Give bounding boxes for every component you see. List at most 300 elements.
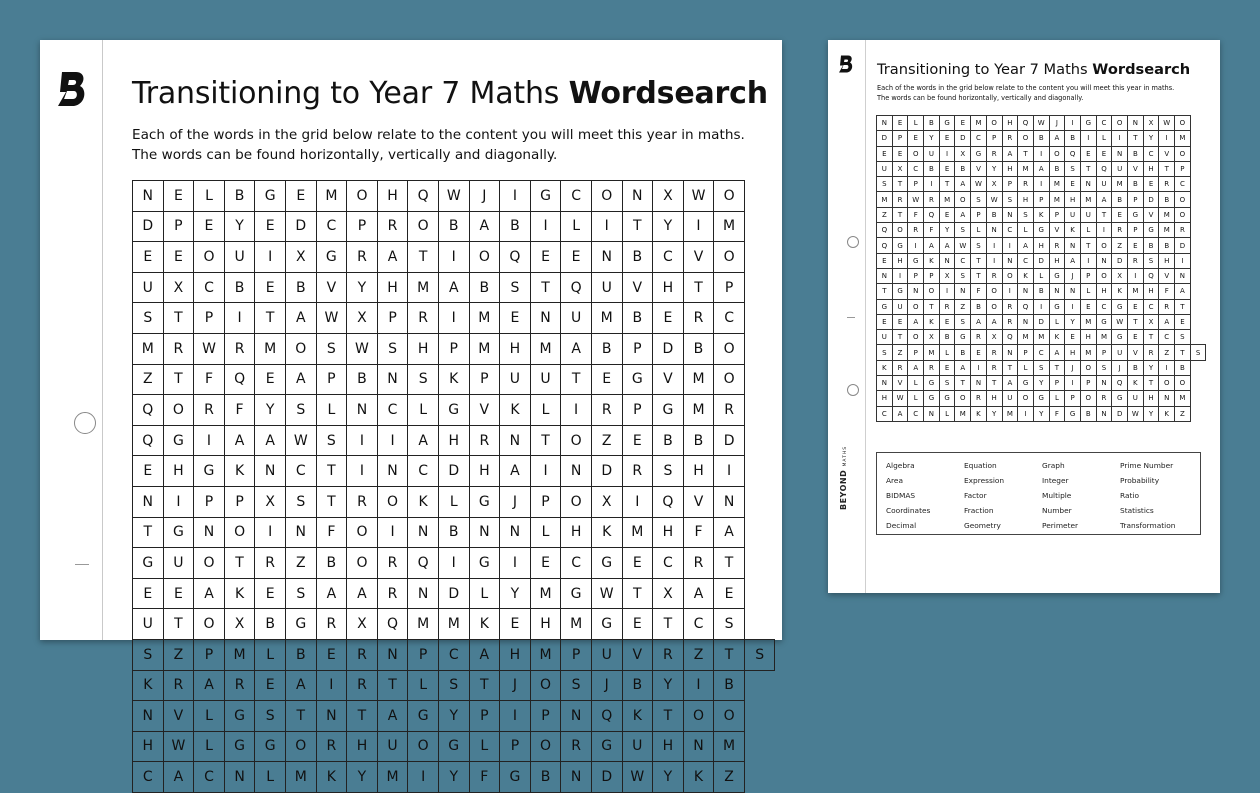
grid-cell: M	[408, 272, 439, 303]
beyond-logo-icon	[56, 70, 88, 108]
grid-cell: T	[986, 376, 1002, 391]
grid-cell: M	[877, 192, 893, 207]
grid-cell: I	[1033, 177, 1049, 192]
word-list-item: Expression	[964, 476, 1005, 485]
grid-cell: B	[438, 211, 469, 242]
grid-cell: S	[955, 223, 971, 238]
grid-cell: S	[877, 177, 893, 192]
grid-cell: K	[500, 395, 531, 426]
grid-row	[133, 364, 775, 395]
grid-cell: O	[908, 299, 924, 314]
grid-cell: S	[285, 486, 316, 517]
grid-cell: I	[316, 670, 347, 701]
grid-cell: H	[1080, 330, 1096, 345]
grid-cell: S	[955, 268, 971, 283]
grid-cell: P	[1175, 161, 1191, 176]
grid-cell: V	[316, 272, 347, 303]
grid-cell: I	[939, 146, 955, 161]
grid-cell: O	[1002, 268, 1018, 283]
grid-cell: Y	[347, 272, 378, 303]
grid-cell: P	[377, 303, 408, 334]
grid-cell: Q	[408, 181, 439, 212]
grid-cell: R	[924, 192, 940, 207]
grid-cell: H	[347, 731, 378, 762]
grid-cell: E	[1128, 330, 1144, 345]
grid-cell: O	[714, 364, 745, 395]
grid-cell: N	[377, 364, 408, 395]
grid-cell: M	[1112, 177, 1128, 192]
grid-cell: B	[1175, 360, 1191, 375]
grid-cell: J	[469, 181, 500, 212]
grid-cell: O	[347, 548, 378, 579]
grid-cell: G	[408, 701, 439, 732]
grid-cell: W	[194, 333, 225, 364]
grid-cell: N	[1080, 177, 1096, 192]
grid-cell: W	[986, 192, 1002, 207]
grid-cell: H	[1065, 192, 1081, 207]
grid-cell: Z	[285, 548, 316, 579]
grid-cell: T	[892, 330, 908, 345]
grid-cell: O	[714, 181, 745, 212]
grid-cell: G	[438, 395, 469, 426]
grid-cell: R	[316, 609, 347, 640]
grid-cell: G	[530, 181, 561, 212]
grid-cell: V	[1128, 345, 1144, 360]
grid-cell: N	[1065, 238, 1081, 253]
grid-cell: X	[591, 486, 622, 517]
grid-cell: Q	[224, 364, 255, 395]
grid-cell: J	[591, 670, 622, 701]
word-list-column	[1120, 458, 1200, 533]
grid-cell: L	[408, 395, 439, 426]
grid-cell: P	[1049, 376, 1065, 391]
grid-cell: B	[285, 639, 316, 670]
grid-cell: L	[1080, 284, 1096, 299]
grid-cell: N	[133, 701, 164, 732]
grid-cell: E	[971, 345, 987, 360]
grid-cell: I	[1159, 360, 1175, 375]
grid-cell: B	[1128, 146, 1144, 161]
grid-cell: R	[986, 360, 1002, 375]
grid-cell: T	[316, 486, 347, 517]
word-list-item: Number	[1042, 506, 1072, 515]
grid-cell: I	[438, 303, 469, 334]
grid-cell: X	[1143, 116, 1159, 131]
grid-cell: W	[1128, 406, 1144, 421]
word-list-item: Ratio	[1120, 491, 1139, 500]
grid-cell: B	[939, 330, 955, 345]
grid-cell: P	[986, 131, 1002, 146]
grid-cell: G	[877, 299, 893, 314]
grid-cell: I	[622, 486, 653, 517]
grid-row	[877, 376, 1206, 391]
grid-cell: B	[1112, 192, 1128, 207]
grid-cell: E	[255, 211, 286, 242]
grid-cell: V	[1159, 268, 1175, 283]
grid-cell: R	[939, 299, 955, 314]
grid-cell: Z	[591, 425, 622, 456]
grid-cell: M	[1159, 207, 1175, 222]
grid-cell: P	[1128, 192, 1144, 207]
grid-cell: A	[908, 360, 924, 375]
grid-cell: C	[1096, 299, 1112, 314]
grid-cell: A	[1096, 192, 1112, 207]
grid-cell: S	[1143, 253, 1159, 268]
grid-cell: E	[653, 303, 684, 334]
grid-row	[133, 486, 775, 517]
grid-cell: O	[561, 425, 592, 456]
grid-cell: N	[877, 268, 893, 283]
grid-cell: P	[561, 639, 592, 670]
grid-cell: K	[224, 578, 255, 609]
grid-cell: T	[971, 268, 987, 283]
grid-cell: R	[194, 395, 225, 426]
grid-cell: N	[133, 486, 164, 517]
grid-cell: W	[163, 731, 194, 762]
grid-cell: K	[591, 517, 622, 548]
grid-cell: L	[530, 395, 561, 426]
grid-row	[133, 731, 775, 762]
grid-cell: I	[561, 395, 592, 426]
grid-cell: K	[1049, 330, 1065, 345]
grid-cell: H	[1143, 284, 1159, 299]
grid-cell: D	[1033, 314, 1049, 329]
grid-cell: H	[683, 456, 714, 487]
grid-cell: K	[469, 609, 500, 640]
grid-cell: G	[1033, 223, 1049, 238]
grid-cell: R	[591, 395, 622, 426]
grid-cell: C	[714, 303, 745, 334]
grid-cell: O	[194, 609, 225, 640]
grid-cell: B	[1128, 177, 1144, 192]
grid-cell: B	[1033, 284, 1049, 299]
grid-cell: H	[1096, 284, 1112, 299]
beyond-logo-icon	[838, 54, 854, 74]
grid-row	[133, 517, 775, 548]
grid-cell: G	[924, 376, 940, 391]
grid-cell: H	[561, 517, 592, 548]
grid-cell: G	[1096, 314, 1112, 329]
grid-cell: H	[653, 272, 684, 303]
grid-cell: C	[561, 548, 592, 579]
grid-cell: A	[1065, 253, 1081, 268]
grid-cell: B	[622, 670, 653, 701]
grid-cell: I	[1033, 146, 1049, 161]
grid-cell: Q	[408, 548, 439, 579]
grid-cell: I	[939, 284, 955, 299]
grid-cell: A	[194, 578, 225, 609]
grid-cell: Z	[133, 364, 164, 395]
grid-cell: I	[1112, 131, 1128, 146]
grid-cell: E	[1065, 177, 1081, 192]
grid-cell: B	[986, 207, 1002, 222]
grid-cell: K	[438, 364, 469, 395]
grid-cell: T	[163, 609, 194, 640]
grid-cell: Y	[224, 211, 255, 242]
grid-cell: T	[1080, 161, 1096, 176]
grid-cell: O	[714, 242, 745, 273]
grid-cell: S	[255, 701, 286, 732]
grid-cell: N	[500, 425, 531, 456]
grid-cell: U	[877, 330, 893, 345]
grid-cell: B	[438, 517, 469, 548]
grid-cell: P	[194, 486, 225, 517]
grid-cell: A	[194, 670, 225, 701]
grid-cell: K	[224, 456, 255, 487]
grid-cell: I	[683, 211, 714, 242]
grid-cell: S	[561, 670, 592, 701]
grid-cell: C	[285, 456, 316, 487]
grid-cell: O	[1175, 192, 1191, 207]
grid-cell: D	[653, 333, 684, 364]
grid-cell: J	[1065, 360, 1081, 375]
grid-cell: A	[714, 517, 745, 548]
grid-cell: W	[908, 192, 924, 207]
grid-cell: M	[939, 192, 955, 207]
grid-cell: V	[892, 376, 908, 391]
grid-cell: A	[1049, 131, 1065, 146]
grid-cell: Q	[500, 242, 531, 273]
grid-row	[133, 578, 775, 609]
grid-cell: E	[622, 548, 653, 579]
grid-cell: Z	[1112, 238, 1128, 253]
grid-cell: S	[714, 609, 745, 640]
grid-cell: X	[986, 330, 1002, 345]
grid-cell: E	[1128, 299, 1144, 314]
grid-cell: H	[377, 181, 408, 212]
grid-cell: R	[892, 192, 908, 207]
grid-row	[877, 345, 1206, 360]
grid-cell: Q	[591, 701, 622, 732]
grid-cell: E	[939, 207, 955, 222]
grid-row	[133, 701, 775, 732]
grid-cell: Y	[986, 161, 1002, 176]
grid-cell: E	[1128, 238, 1144, 253]
grid-cell: O	[1049, 146, 1065, 161]
grid-row	[133, 609, 775, 640]
grid-cell: R	[347, 486, 378, 517]
grid-cell: O	[530, 731, 561, 762]
grid-cell: M	[316, 181, 347, 212]
grid-cell: V	[1049, 223, 1065, 238]
grid-cell: G	[908, 253, 924, 268]
grid-cell: D	[1112, 406, 1128, 421]
grid-cell: M	[377, 762, 408, 793]
grid-cell: P	[971, 207, 987, 222]
grid-cell: H	[438, 425, 469, 456]
grid-cell: C	[408, 456, 439, 487]
grid-cell: D	[877, 131, 893, 146]
grid-cell: S	[1033, 360, 1049, 375]
grid-cell: I	[347, 425, 378, 456]
grid-cell: N	[1128, 116, 1144, 131]
grid-cell: T	[163, 303, 194, 334]
grid-cell: N	[561, 762, 592, 793]
grid-cell: R	[347, 639, 378, 670]
grid-cell: U	[622, 731, 653, 762]
grid-cell: O	[955, 192, 971, 207]
grid-cell: Y	[653, 762, 684, 793]
grid-cell: X	[653, 578, 684, 609]
grid-cell: B	[255, 609, 286, 640]
grid-cell: Y	[939, 223, 955, 238]
grid-cell: B	[224, 272, 255, 303]
grid-cell: M	[971, 116, 987, 131]
grid-cell: W	[1112, 314, 1128, 329]
grid-cell: A	[163, 762, 194, 793]
grid-cell: A	[1018, 238, 1034, 253]
grid-cell: T	[561, 364, 592, 395]
grid-cell: P	[1002, 177, 1018, 192]
grid-cell: R	[683, 548, 714, 579]
word-list-item: Coordinates	[886, 506, 931, 515]
punch-hole	[847, 236, 859, 248]
grid-row	[133, 639, 775, 670]
grid-cell: M	[683, 395, 714, 426]
grid-cell: H	[1033, 238, 1049, 253]
word-list-item: Algebra	[886, 461, 915, 470]
grid-cell: M	[1018, 330, 1034, 345]
grid-cell: D	[1112, 253, 1128, 268]
grid-cell: P	[1128, 223, 1144, 238]
grid-cell: F	[971, 284, 987, 299]
grid-row	[877, 268, 1206, 283]
grid-cell: A	[986, 314, 1002, 329]
grid-cell: H	[1143, 391, 1159, 406]
grid-cell: U	[924, 146, 940, 161]
grid-cell: G	[939, 391, 955, 406]
grid-cell: R	[469, 425, 500, 456]
grid-cell: J	[1112, 360, 1128, 375]
grid-cell: I	[1065, 299, 1081, 314]
grid-cell: I	[1175, 253, 1191, 268]
grid-cell: I	[714, 456, 745, 487]
grid-cell: Z	[1175, 406, 1191, 421]
grid-cell: O	[591, 181, 622, 212]
grid-cell: R	[316, 731, 347, 762]
grid-cell: R	[347, 242, 378, 273]
grid-cell: N	[1096, 406, 1112, 421]
word-list-item: Prime Number	[1120, 461, 1174, 470]
grid-cell: N	[377, 639, 408, 670]
grid-cell: O	[986, 116, 1002, 131]
grid-cell: N	[714, 486, 745, 517]
grid-cell: T	[622, 211, 653, 242]
grid-cell: V	[683, 486, 714, 517]
grid-cell: H	[500, 639, 531, 670]
grid-cell: G	[163, 425, 194, 456]
grid-cell: E	[939, 360, 955, 375]
grid-cell: D	[133, 211, 164, 242]
grid-cell: P	[1065, 391, 1081, 406]
grid-cell: C	[133, 762, 164, 793]
grid-cell: E	[591, 364, 622, 395]
grid-cell: G	[1065, 406, 1081, 421]
grid-cell: B	[1080, 406, 1096, 421]
word-list-column	[964, 458, 1044, 533]
grid-cell: D	[1033, 253, 1049, 268]
grid-cell: R	[224, 333, 255, 364]
grid-cell: H	[653, 731, 684, 762]
grid-cell: T	[924, 299, 940, 314]
grid-cell: F	[316, 517, 347, 548]
grid-row	[133, 242, 775, 273]
grid-cell: B	[924, 116, 940, 131]
grid-cell: E	[955, 116, 971, 131]
grid-cell: Q	[1096, 161, 1112, 176]
grid-cell: M	[622, 517, 653, 548]
grid-cell: I	[1018, 406, 1034, 421]
grid-cell: N	[591, 242, 622, 273]
grid-cell: Q	[877, 238, 893, 253]
grid-cell: N	[877, 116, 893, 131]
grid-cell: S	[1096, 360, 1112, 375]
grid-cell: G	[591, 609, 622, 640]
grid-cell: T	[224, 548, 255, 579]
grid-cell: O	[1159, 376, 1175, 391]
grid-cell: M	[1175, 131, 1191, 146]
grid-cell: H	[1159, 253, 1175, 268]
grid-cell: U	[1096, 177, 1112, 192]
grid-cell: Y	[1033, 376, 1049, 391]
grid-cell: R	[1018, 177, 1034, 192]
grid-cell: T	[971, 253, 987, 268]
grid-cell: B	[683, 333, 714, 364]
grid-cell: P	[194, 303, 225, 334]
grid-cell: R	[1002, 131, 1018, 146]
grid-cell: M	[1080, 192, 1096, 207]
grid-cell: Z	[683, 639, 714, 670]
grid-cell: X	[892, 161, 908, 176]
grid-row	[877, 253, 1206, 268]
grid-cell: K	[622, 701, 653, 732]
grid-cell: H	[877, 391, 893, 406]
grid-cell: E	[500, 303, 531, 334]
grid-cell: M	[530, 578, 561, 609]
grid-cell: G	[224, 701, 255, 732]
grid-cell: B	[285, 272, 316, 303]
grid-cell: I	[892, 268, 908, 283]
grid-cell: S	[955, 314, 971, 329]
grid-cell: G	[892, 284, 908, 299]
grid-cell: N	[955, 284, 971, 299]
grid-cell: R	[1143, 345, 1159, 360]
word-list-box	[876, 452, 1201, 535]
word-list-item: Probability	[1120, 476, 1160, 485]
grid-cell: N	[1096, 376, 1112, 391]
word-list-item: Transformation	[1120, 521, 1176, 530]
worksheet-page-preview	[828, 40, 1220, 593]
grid-cell: H	[500, 333, 531, 364]
grid-cell: N	[986, 223, 1002, 238]
grid-cell: O	[194, 242, 225, 273]
grid-cell: E	[1143, 177, 1159, 192]
grid-cell: I	[986, 253, 1002, 268]
grid-cell: U	[1112, 161, 1128, 176]
grid-cell: M	[408, 609, 439, 640]
grid-cell: I	[255, 242, 286, 273]
grid-cell: O	[347, 517, 378, 548]
grid-row	[877, 299, 1206, 314]
grid-cell: W	[438, 181, 469, 212]
grid-cell: I	[438, 548, 469, 579]
grid-row	[133, 333, 775, 364]
grid-cell: M	[1159, 223, 1175, 238]
grid-cell: D	[1143, 192, 1159, 207]
grid-cell: W	[622, 762, 653, 793]
grid-cell: M	[1080, 345, 1096, 360]
grid-cell: M	[1033, 330, 1049, 345]
